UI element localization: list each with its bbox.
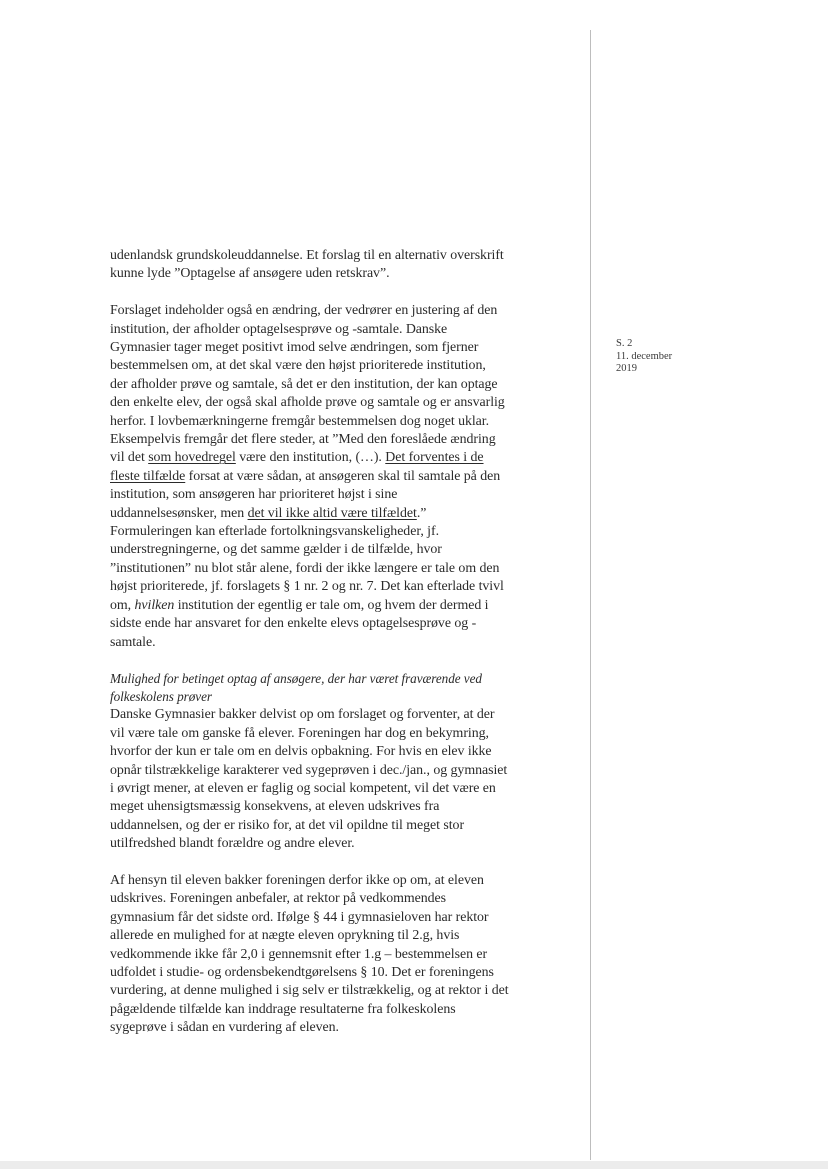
heading-line: folkeskolens prøver	[110, 689, 212, 705]
text-fragment: .”	[416, 505, 427, 521]
text-line: understregningerne, og det samme gælder i de tilfælde, hvor	[110, 542, 442, 558]
text-line: sygeprøve i sådan en vurdering af eleven.	[110, 1020, 339, 1036]
date-line-2: 2019	[616, 363, 637, 374]
text-fragment: vil det	[110, 450, 149, 466]
text-line: vurdering, at denne mulighed i sig selv er tilstrækkelig, og at rektor i det	[110, 983, 509, 999]
underlined-phrase: det vil ikke altid være tilfældet	[247, 505, 417, 521]
text-line	[110, 597, 572, 615]
text-line: udenlandsk grundskoleuddannelse. Et forslag til en alternativ overskrift	[110, 248, 504, 263]
text-fragment: om,	[110, 597, 135, 613]
text-line: i øvrigt mener, at eleven er faglig og social kompetent, vil det være en	[110, 780, 496, 796]
text-line	[110, 468, 572, 486]
text-line: allerede en mulighed for at nægte eleven oprykning til 2.g, hvis	[110, 928, 460, 944]
text-line	[110, 449, 572, 467]
text-line	[110, 505, 572, 523]
text-line: Danske Gymnasier bakker delvist op om forslaget og forventer, at der	[110, 707, 495, 723]
paragraph-4	[110, 872, 572, 1038]
text-line: højst prioriterede, jf. forslagets § 1 nr. 2 og nr. 7. Det kan efterlade tvivl	[110, 579, 504, 595]
section-heading	[110, 670, 572, 706]
text-fragment: være den institution, (…).	[235, 450, 386, 466]
text-line: der afholder prøve og samtale, så det er den institution, der kan optage	[110, 376, 498, 392]
date-line-1: 11. december	[616, 350, 673, 362]
text-line: Formuleringen kan efterlade fortolkningsvanskeligheder, jf.	[110, 524, 439, 540]
text-line: vil være tale om ganske få elever. Foreningen har dog en bekymring,	[110, 725, 489, 741]
text-line: opnår tilstrækkelige karakterer ved sygeprøven i dec./jan., og gymnasiet	[110, 762, 508, 778]
document-body	[110, 247, 572, 1056]
text-line: institution, der afholder optagelsesprøve og -samtale. Danske	[110, 321, 448, 337]
italic-word: hvilken	[134, 597, 175, 613]
text-line: uddannelsen, og der er risiko for, at det vil opildne til meget stor	[110, 817, 465, 833]
underlined-phrase: Det forventes i de	[385, 450, 484, 466]
text-line: den enkelte elev, der også skal afholde prøve og samtale og er ansvarlig	[110, 395, 505, 411]
heading-line: Mulighed for betinget optag af ansøgere, der har været fraværende ved	[110, 671, 482, 687]
paragraph-3	[110, 706, 572, 853]
text-fragment: uddannelsesønsker, men	[110, 505, 248, 521]
text-line: sidste ende har ansvaret for den enkelte elevs optagelsesprøve og -	[110, 616, 477, 632]
text-line: pågældende tilfælde kan inddrage resultaterne fra folkeskolens	[110, 1001, 456, 1017]
text-line: vedkommende ikke får 2,0 i gennemsnit efter 1.g – bestemmelsen er	[110, 946, 488, 962]
text-line: udskrives. Foreningen anbefaler, at rektor på vedkommendes	[110, 891, 446, 907]
text-line: kunne lyde ”Optagelse af ansøgere uden retskrav”.	[110, 266, 390, 282]
text-line: herfor. I lovbemærkningerne fremgår bestemmelsen dog noget uklar.	[110, 413, 490, 429]
page-number: S. 2	[616, 338, 633, 349]
underlined-phrase: fleste tilfælde	[110, 468, 186, 484]
text-line: Af hensyn til eleven bakker foreningen derfor ikke op om, at eleven	[110, 872, 484, 888]
scan-edge	[0, 1161, 828, 1169]
margin-note	[616, 338, 672, 376]
text-line: ”institutionen” nu blot står alene, fordi der ikke længere er tale om den	[110, 560, 500, 576]
text-line: udfoldet i studie- og ordensbekendtgørelsens § 10. Det er foreningens	[110, 964, 494, 980]
text-fragment: forsat at være sådan, at ansøgeren skal til samtale på den	[185, 468, 501, 484]
text-line: meget uhensigtsmæssig konsekvens, at eleven udskrives fra	[110, 799, 440, 815]
paragraph-1	[110, 247, 572, 284]
underlined-phrase: som hovedregel	[148, 450, 236, 466]
text-line: Forslaget indeholder også en ændring, der vedrører en justering af den	[110, 303, 498, 319]
paragraph-2	[110, 302, 572, 652]
text-fragment: institution der egentlig er tale om, og hvem der dermed i	[174, 597, 489, 613]
text-line: gymnasium får det sidste ord. Ifølge § 44 i gymnasieloven har rektor	[110, 909, 489, 925]
text-line: Gymnasier tager meget positivt imod selve ændringen, som fjerner	[110, 340, 479, 356]
text-line: Eksempelvis fremgår det flere steder, at ”Med den foreslåede ændring	[110, 432, 496, 448]
text-line: utilfredshed blandt forældre og andre elever.	[110, 836, 355, 852]
margin-rule	[590, 30, 591, 1160]
text-line: institution, som ansøgeren har prioriteret højst i sine	[110, 487, 398, 503]
text-line: bestemmelsen om, at det skal være den højst prioriterede institution,	[110, 358, 486, 374]
text-line: hvorfor der kun er tale om en delvis opbakning. For hvis en elev ikke	[110, 744, 492, 760]
text-line: samtale.	[110, 634, 156, 650]
